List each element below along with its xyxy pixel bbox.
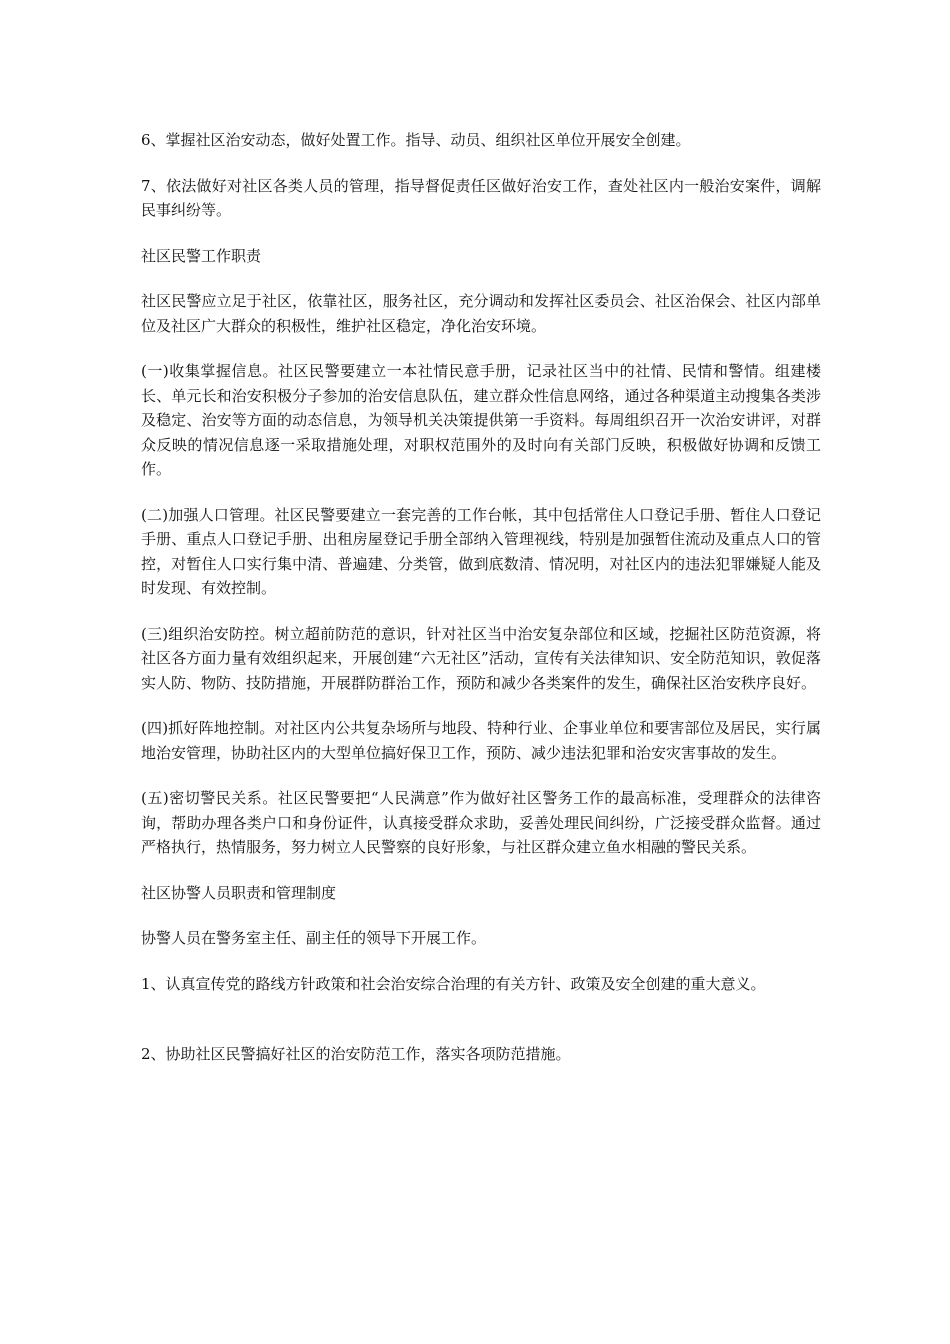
paragraph-police-intro: 社区民警应立足于社区，依靠社区，服务社区，充分调动和发挥社区委员会、社区治保会、社区内部单位及社区广大群众的积极性，维护社区稳定，净化治安环境。 (141, 292, 821, 335)
section-heading-assistant-duties: 社区协警人员职责和管理制度 (141, 883, 337, 902)
paragraph-security-prevention: (三)组织治安防控。树立超前防范的意识，针对社区当中治安复杂部位和区域，挖掘社区防范资源，将社区各方面力量有效组织起来，开展创建“六无社区”活动，宣传有关法律知识、安全防范知识，敦促落实人防、物防、技防措施，开展群防群治工作，预防和减少各类案件的发生，确保社区治安秩序良好。 (141, 624, 821, 692)
section-heading-police-duties: 社区民警工作职责 (141, 246, 262, 265)
paragraph-assistant-item-1: 1、认真宣传党的路线方针政策和社会治安综合治理的有关方针、政策及安全创建的重大意义。 (141, 974, 766, 993)
document-page (141, 128, 821, 1067)
paragraph-assistant-intro: 协警人员在警务室主任、副主任的领导下开展工作。 (141, 929, 487, 947)
paragraph-assistant-item-2: 2、协助社区民警搞好社区的治安防范工作，落实各项防范措施。 (141, 1045, 571, 1063)
paragraph-item-6: 6、掌握社区治安动态，做好处置工作。指导、动员、组织社区单位开展安全创建。 (141, 131, 691, 149)
paragraph-police-relations: (五)密切警民关系。社区民警要把“人民满意”作为做好社区警务工作的最高标准，受理群众的法律咨询，帮助办理各类户口和身份证件，认真接受群众求助，妥善处理民间纠纷，广泛接受群众监督。通过严格执行，热情服务，努力树立人民警察的良好形象，与社区群众建立鱼水相融的警民关系。 (141, 789, 821, 856)
paragraph-site-control: (四)抓好阵地控制。对社区内公共复杂场所与地段、特种行业、企事业单位和要害部位及居民，实行属地治安管理，协助社区内的大型单位搞好保卫工作，预防、减少违法犯罪和治安灾害事故的发生。 (141, 719, 821, 762)
paragraph-item-7: 7、依法做好对社区各类人员的管理，指导督促责任区做好治安工作，查处社区内一般治安案件，调解民事纠纷等。 (141, 176, 821, 219)
paragraph-population-management: (二)加强人口管理。社区民警要建立一套完善的工作台帐，其中包括常住人口登记手册、暂住人口登记手册、重点人口登记手册、出租房屋登记手册全部纳入管理视线，特别是加强暂住流动及重点人口的管控，对暂住人口实行集中清、普遍建、分类管，做到底数清、情况明，对社区内的违法犯罪嫌疑人能及时发现、有效控制。 (141, 505, 821, 597)
paragraph-collect-information: (一)收集掌握信息。社区民警要建立一本社情民意手册，记录社区当中的社情、民情和警情。组建楼长、单元长和治安积极分子参加的治安信息队伍，建立群众性信息网络，通过各种渠道主动搜集各类涉及稳定、治安等方面的动态信息，为领导机关决策提供第一手资料。每周组织召开一次治安讲评，对群众反映的情况信息逐一采取措施处理，对职权范围外的及时向有关部门反映，积极做好协调和反馈工作。 (141, 362, 821, 478)
